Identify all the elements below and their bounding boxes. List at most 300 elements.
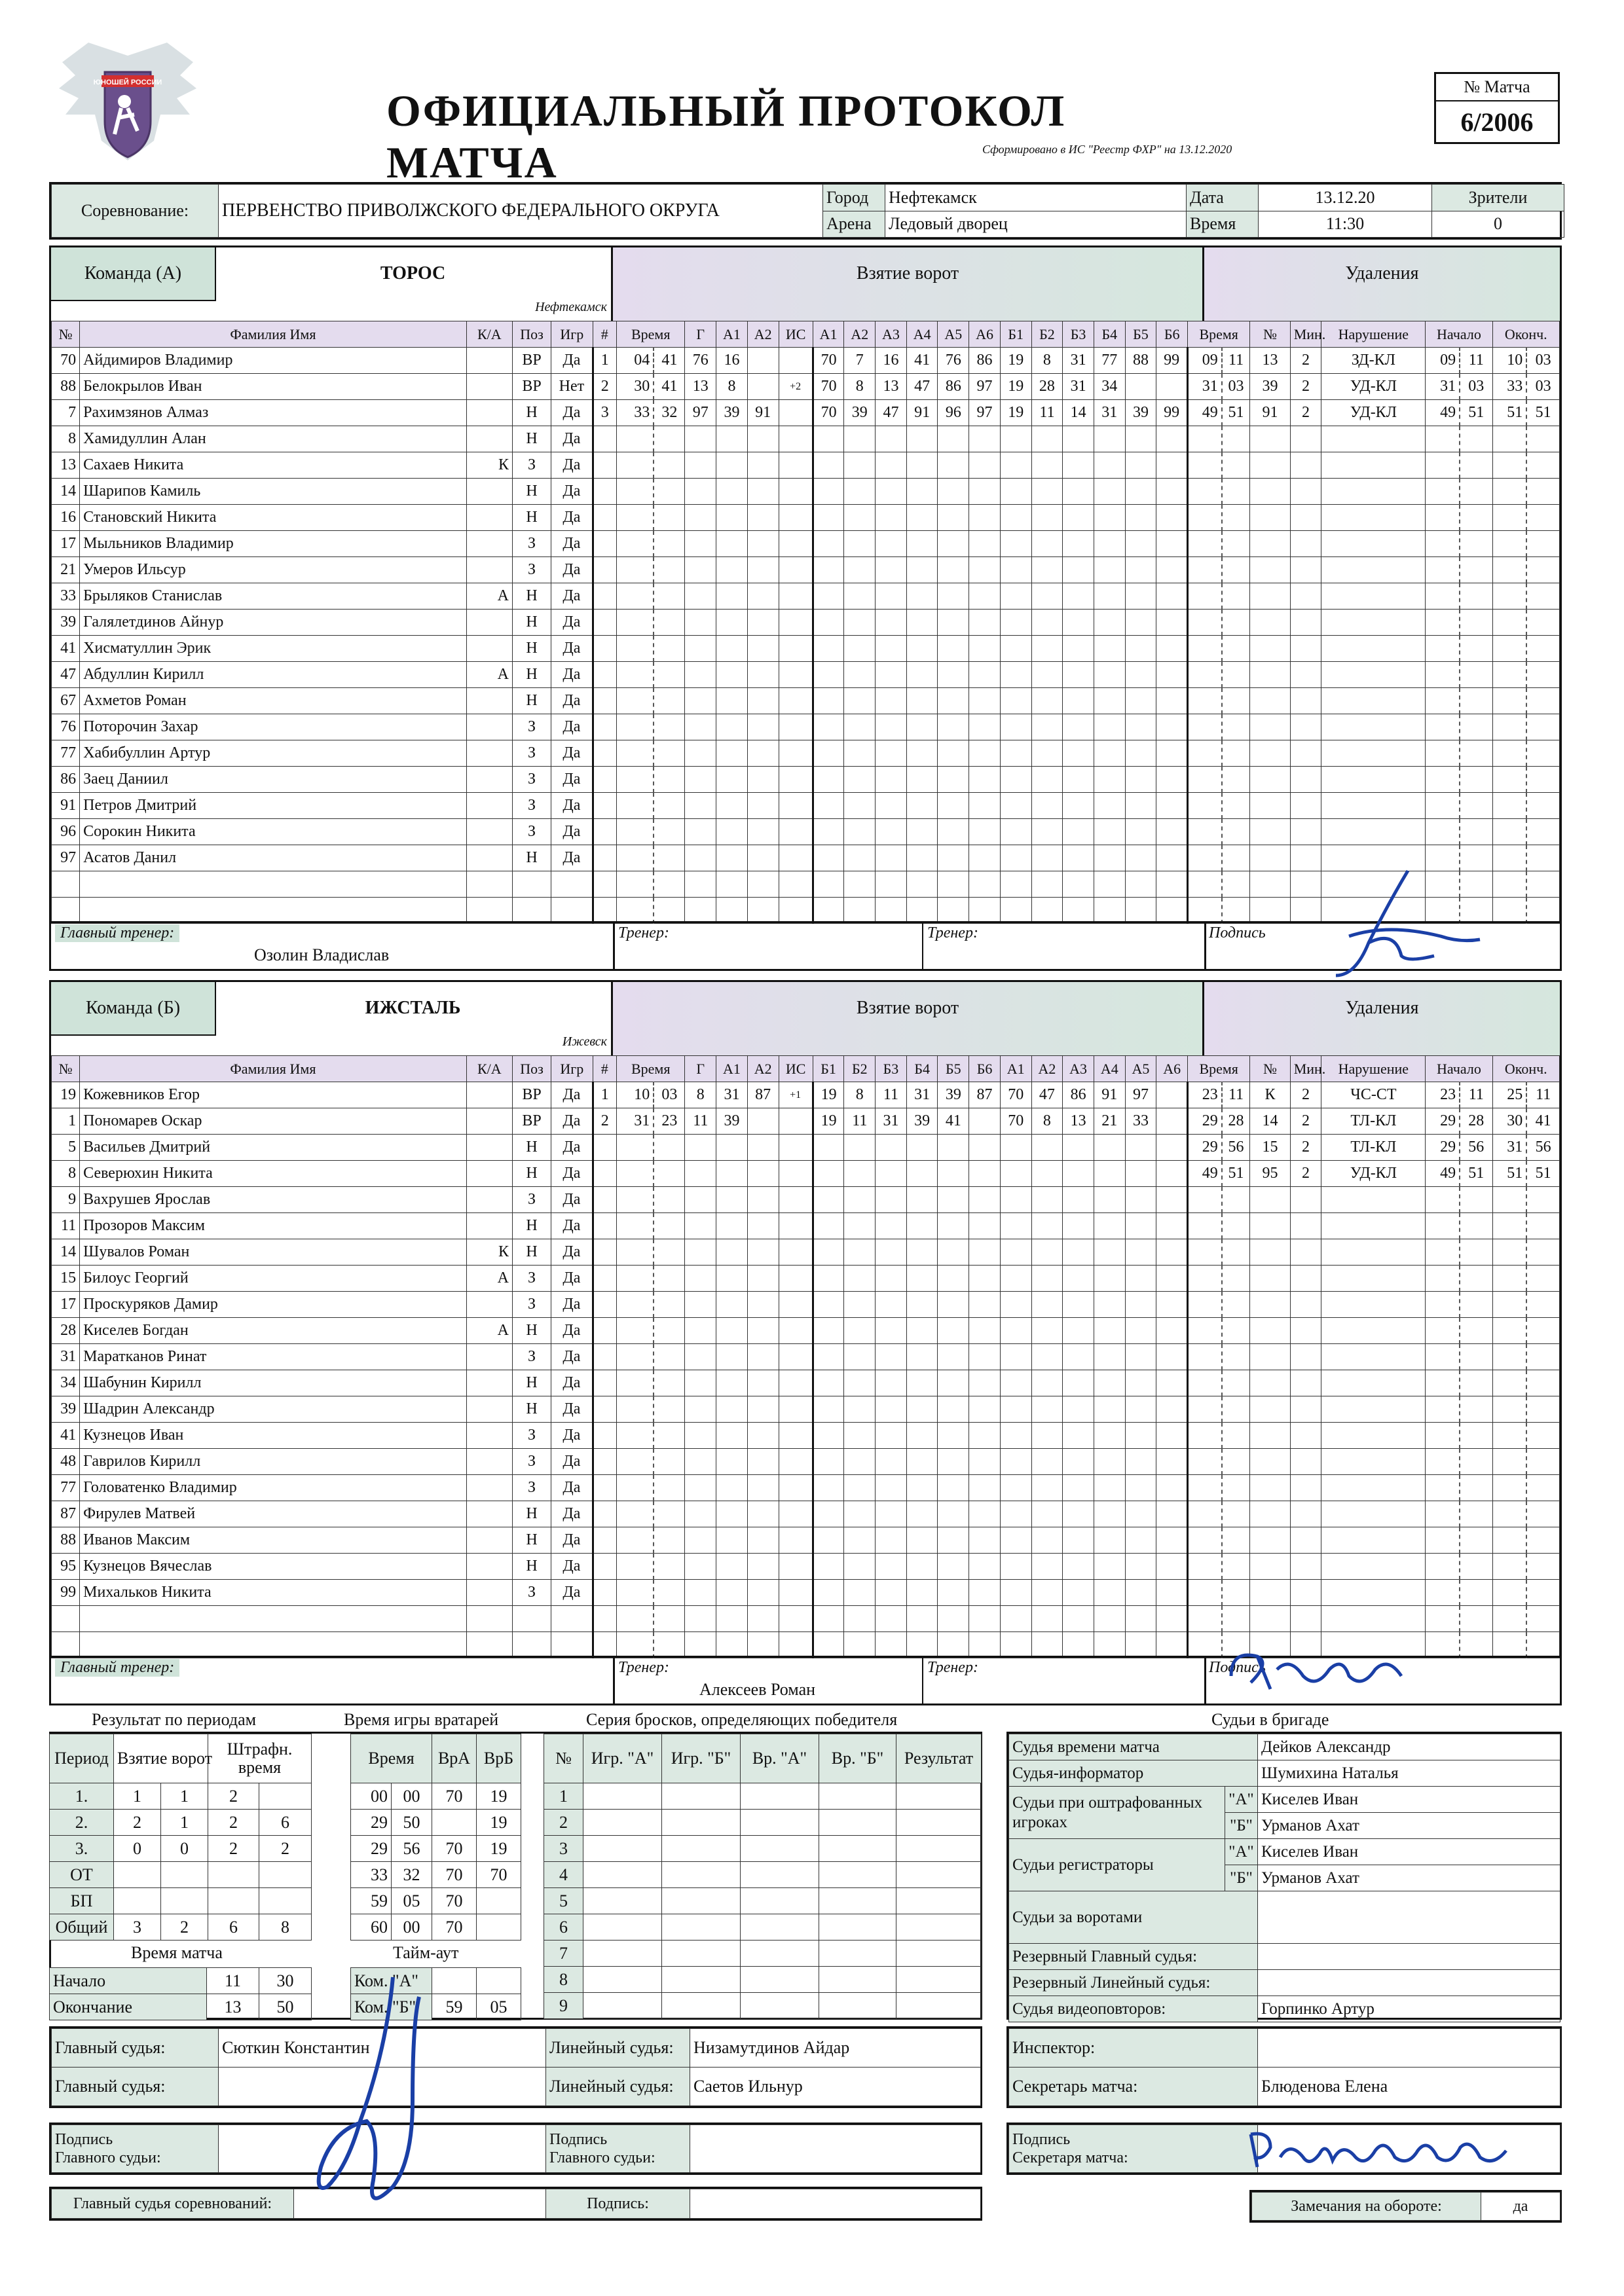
goal-onice <box>906 898 938 924</box>
pen-end-minute: 51 <box>1492 400 1526 426</box>
player-position <box>513 1632 551 1658</box>
goalie-a: 70 <box>432 1862 477 1888</box>
goal-oppice <box>1125 662 1156 688</box>
goal-assist-2 <box>747 531 779 557</box>
goal-oppice <box>1063 1187 1094 1213</box>
goal-oppice <box>1000 871 1031 898</box>
goal-oppice <box>1125 767 1156 793</box>
player-captain <box>466 1108 512 1135</box>
pen-minute: 09 <box>1187 348 1221 374</box>
goal-onice <box>876 740 907 767</box>
player-captain <box>466 1370 512 1396</box>
col-pen-start: Начало <box>1426 321 1492 348</box>
goal-onice <box>906 1135 938 1161</box>
shootout-number: 1 <box>544 1783 583 1810</box>
goalie-b: 19 <box>477 1783 521 1810</box>
pen-start-minute: 31 <box>1426 374 1460 400</box>
pen-minute: 23 <box>1187 1082 1221 1108</box>
goal-onice <box>938 1318 969 1344</box>
col-assist-2: А2 <box>747 321 779 348</box>
period-row <box>50 1914 312 1941</box>
goal-assist-1 <box>716 793 748 819</box>
pen-start-second: 11 <box>1460 1082 1492 1108</box>
goal-assist-1 <box>716 636 748 662</box>
player-row <box>52 1213 1560 1239</box>
period-penalty-b <box>259 1862 312 1888</box>
shootout-result <box>896 1783 982 1810</box>
goal-oppice <box>1156 871 1188 898</box>
pen-end-second <box>1526 793 1559 819</box>
goal-onice <box>938 1475 969 1501</box>
goal-oppice <box>1094 1449 1125 1475</box>
goal-oppice <box>1000 845 1031 871</box>
pen-start-minute <box>1426 1632 1460 1658</box>
pen-start-second <box>1460 452 1492 479</box>
col-played: Игр <box>551 1056 593 1082</box>
goal-oppice: 91 <box>1094 1082 1125 1108</box>
goal-onice <box>876 1475 907 1501</box>
player-captain <box>466 1554 512 1580</box>
goal-onice <box>906 1423 938 1449</box>
period-row <box>50 1888 312 1914</box>
goal-onice <box>906 1632 938 1658</box>
goal-onice <box>969 1266 1001 1292</box>
goal-second <box>654 636 685 662</box>
goal-index <box>593 1266 616 1292</box>
pen-end-minute <box>1492 767 1526 793</box>
goal-onice: 19 <box>813 1082 844 1108</box>
goal-oppice <box>1063 1475 1094 1501</box>
pen-start-second <box>1460 557 1492 583</box>
penalty-judge-a-tag: "А" <box>1225 1787 1258 1813</box>
player-position: З <box>513 740 551 767</box>
pen-end-minute <box>1492 636 1526 662</box>
pen-player <box>1250 1318 1290 1344</box>
grid-header-row <box>52 1056 1560 1082</box>
goal-oppice <box>1125 871 1156 898</box>
shootout-goalie-a <box>741 1836 819 1862</box>
goal-onice <box>876 714 907 740</box>
goal-oppice <box>1094 1213 1125 1239</box>
goal-assist-1 <box>716 1449 748 1475</box>
player-played: Да <box>551 1213 593 1239</box>
goal-oppice <box>1094 1423 1125 1449</box>
goal-index <box>593 1632 616 1658</box>
goal-assist-2 <box>747 374 779 400</box>
pen-minutes <box>1290 1606 1321 1632</box>
goal-assist-2 <box>747 662 779 688</box>
goal-oppice <box>1000 1187 1031 1213</box>
goal-onice <box>844 1161 876 1187</box>
goal-oppice <box>1031 1606 1063 1632</box>
player-number: 39 <box>52 610 80 636</box>
shootout-player-b <box>662 1993 741 2019</box>
goal-onice: 96 <box>938 400 969 426</box>
goal-second <box>654 531 685 557</box>
pen-start-second <box>1460 1580 1492 1606</box>
goalies-table <box>350 1734 521 1941</box>
pen-end-minute <box>1492 531 1526 557</box>
goal-oppice <box>1031 767 1063 793</box>
registrar-b-tag: "Б" <box>1225 1865 1258 1891</box>
goal-onice <box>813 636 844 662</box>
player-captain: К <box>466 452 512 479</box>
goal-oppice <box>1000 1449 1031 1475</box>
team-city: Нефтекамск <box>535 300 607 314</box>
pen-start-minute: 49 <box>1426 400 1460 426</box>
goal-second: 41 <box>654 374 685 400</box>
goal-minute <box>616 610 654 636</box>
penalties-section-title: Удаления <box>1204 982 1560 1055</box>
player-row <box>52 610 1560 636</box>
player-captain: А <box>466 583 512 610</box>
goal-oppice <box>1125 1396 1156 1423</box>
goal-onice <box>844 1266 876 1292</box>
goal-oppice: 70 <box>1000 1108 1031 1135</box>
goal-oppice: 70 <box>1000 1082 1031 1108</box>
pen-second <box>1222 688 1250 714</box>
player-name: Хисматуллин Эрик <box>80 636 466 662</box>
player-played: Да <box>551 1266 593 1292</box>
goal-scorer <box>685 1632 716 1658</box>
goal-situation <box>779 1239 813 1266</box>
goal-assist-1 <box>716 1632 748 1658</box>
player-name: Головатенко Владимир <box>80 1475 466 1501</box>
player-position: З <box>513 1344 551 1370</box>
goal-minute <box>616 583 654 610</box>
player-number <box>52 1606 80 1632</box>
pen-minutes <box>1290 1239 1321 1266</box>
goal-assist-1 <box>716 1161 748 1187</box>
shootout-result <box>896 1888 982 1914</box>
pen-end-minute: 30 <box>1492 1108 1526 1135</box>
player-captain <box>466 819 512 845</box>
player-name: Пономарев Оскар <box>80 1108 466 1135</box>
goal-scorer <box>685 1449 716 1475</box>
goal-oppice <box>1031 636 1063 662</box>
pen-second <box>1222 767 1250 793</box>
goal-onice <box>906 1344 938 1370</box>
goal-minute <box>616 740 654 767</box>
goal-oppice <box>1031 1580 1063 1606</box>
goal-second: 03 <box>654 1082 685 1108</box>
goal-onice <box>938 1292 969 1318</box>
goal-onice <box>813 767 844 793</box>
pen-end-second <box>1526 479 1559 505</box>
goal-onice: 11 <box>844 1108 876 1135</box>
pen-minutes <box>1290 1554 1321 1580</box>
pen-violation <box>1321 479 1426 505</box>
goalie-minute: 60 <box>351 1914 392 1941</box>
pen-second <box>1222 505 1250 531</box>
pen-player <box>1250 452 1290 479</box>
goal-situation <box>779 1318 813 1344</box>
pen-end-second <box>1526 1187 1559 1213</box>
goal-onice <box>876 1501 907 1527</box>
player-position: ВР <box>513 1108 551 1135</box>
goal-oppice <box>1000 531 1031 557</box>
pen-end-minute <box>1492 583 1526 610</box>
goal-oppice <box>1000 610 1031 636</box>
shootout-player-a <box>583 1993 662 2019</box>
period-row <box>50 1783 312 1810</box>
player-captain <box>466 1213 512 1239</box>
pen-end-minute <box>1492 557 1526 583</box>
line-referee-label-1: Линейный судья: <box>546 2029 690 2068</box>
player-number: 87 <box>52 1501 80 1527</box>
goal-situation <box>779 1632 813 1658</box>
goal-oppice <box>1125 1135 1156 1161</box>
pen-start-second <box>1460 1344 1492 1370</box>
pen-start-minute <box>1426 1554 1460 1580</box>
pen-start-minute <box>1426 1449 1460 1475</box>
goal-onice <box>844 636 876 662</box>
goalie-a <box>432 1810 477 1836</box>
coach-name: Алексеев Роман <box>699 1680 816 1699</box>
goal-oppice <box>1094 1606 1125 1632</box>
pen-player <box>1250 1266 1290 1292</box>
goal-onice <box>969 1449 1001 1475</box>
comp-referee-box <box>49 2187 982 2221</box>
goal-onice <box>876 505 907 531</box>
shootout-goalie-a <box>741 1967 819 1993</box>
goal-second <box>654 662 685 688</box>
pen-second <box>1222 1187 1250 1213</box>
player-row <box>52 688 1560 714</box>
goal-onice <box>906 1266 938 1292</box>
goal-onice <box>876 1423 907 1449</box>
goal-oppice <box>1094 1292 1125 1318</box>
goal-oppice <box>1156 374 1188 400</box>
goal-assist-2 <box>747 1580 779 1606</box>
goal-oppice <box>1031 505 1063 531</box>
goal-oppice <box>1094 793 1125 819</box>
pen-second <box>1222 740 1250 767</box>
pen-player <box>1250 1580 1290 1606</box>
pen-end-second <box>1526 1213 1559 1239</box>
goal-oppice <box>1000 452 1031 479</box>
goalies-header-time: Время <box>351 1734 432 1783</box>
goal-onice <box>844 1449 876 1475</box>
registrar-a: Киселев Иван <box>1258 1839 1560 1865</box>
goal-oppice <box>1094 845 1125 871</box>
player-number: 47 <box>52 662 80 688</box>
shootout-number: 2 <box>544 1810 583 1836</box>
col-oppice-1: Б1 <box>1000 321 1031 348</box>
goal-oppice <box>1063 845 1094 871</box>
goal-index <box>593 1370 616 1396</box>
goal-onice <box>844 819 876 845</box>
pen-minutes <box>1290 1423 1321 1449</box>
pen-second <box>1222 1318 1250 1344</box>
goal-onice <box>876 1213 907 1239</box>
goal-scorer <box>685 793 716 819</box>
pen-start-second <box>1460 1266 1492 1292</box>
goal-oppice <box>1063 714 1094 740</box>
goal-oppice: 11 <box>1031 400 1063 426</box>
pen-end-second <box>1526 1475 1559 1501</box>
goal-oppice <box>1094 452 1125 479</box>
player-captain <box>466 374 512 400</box>
player-position: Н <box>513 1213 551 1239</box>
goal-onice <box>906 1292 938 1318</box>
shootout-player-a <box>583 1836 662 1862</box>
shootout-player-a <box>583 1888 662 1914</box>
goal-onice <box>813 740 844 767</box>
pen-minute <box>1187 505 1221 531</box>
match-number-box <box>1434 72 1560 144</box>
pen-violation <box>1321 1501 1426 1527</box>
goal-oppice <box>1156 1292 1188 1318</box>
goal-oppice <box>1031 898 1063 924</box>
goal-index <box>593 531 616 557</box>
player-name: Хамидуллин Алан <box>80 426 466 452</box>
pen-second <box>1222 714 1250 740</box>
goal-oppice <box>1000 1396 1031 1423</box>
player-played: Да <box>551 1449 593 1475</box>
goal-oppice <box>1125 636 1156 662</box>
pen-violation: УД-КЛ <box>1321 374 1426 400</box>
player-captain: А <box>466 1266 512 1292</box>
pen-minutes <box>1290 1396 1321 1423</box>
sig-label-line1: Подпись <box>55 2131 113 2148</box>
timeout-b-minute: 59 <box>432 1994 477 2020</box>
shootout-result <box>896 1967 982 1993</box>
pen-violation <box>1321 1580 1426 1606</box>
pen-violation <box>1321 793 1426 819</box>
goal-oppice <box>1094 426 1125 452</box>
pen-player <box>1250 1554 1290 1580</box>
pen-start-minute <box>1426 610 1460 636</box>
goal-second <box>654 793 685 819</box>
col-oppice-5: Б5 <box>1125 321 1156 348</box>
goal-oppice <box>1000 505 1031 531</box>
pen-end-second <box>1526 662 1559 688</box>
pen-second: 51 <box>1222 400 1250 426</box>
goal-onice <box>969 583 1001 610</box>
player-played: Да <box>551 1554 593 1580</box>
goal-onice <box>844 479 876 505</box>
goal-minute <box>616 426 654 452</box>
goal-oppice: 86 <box>1063 1082 1094 1108</box>
goal-assist-1: 39 <box>716 1108 748 1135</box>
goal-onice <box>906 1527 938 1554</box>
goal-assist-2 <box>747 1449 779 1475</box>
goal-oppice: 99 <box>1156 400 1188 426</box>
goal-onice <box>844 1606 876 1632</box>
goal-onice <box>906 871 938 898</box>
goalie-a: 70 <box>432 1888 477 1914</box>
player-position: Н <box>513 426 551 452</box>
player-played: Да <box>551 1318 593 1344</box>
col-name: Фамилия Имя <box>80 1056 466 1082</box>
shootout-player-b <box>662 1888 741 1914</box>
goal-onice <box>938 819 969 845</box>
goal-oppice <box>1094 1396 1125 1423</box>
goal-oppice <box>1031 819 1063 845</box>
period-penalty-b: 2 <box>259 1836 312 1862</box>
goal-onice <box>969 557 1001 583</box>
goal-assist-2 <box>747 610 779 636</box>
goal-onice: 8 <box>844 1082 876 1108</box>
pen-player <box>1250 610 1290 636</box>
pen-player <box>1250 740 1290 767</box>
player-position: Н <box>513 1135 551 1161</box>
goal-oppice <box>1000 1370 1031 1396</box>
goal-minute <box>616 1266 654 1292</box>
pen-minute: 31 <box>1187 374 1221 400</box>
goal-oppice <box>1125 1475 1156 1501</box>
goal-oppice <box>1063 557 1094 583</box>
period-penalty-a: 2 <box>208 1783 259 1810</box>
pen-minute <box>1187 1187 1221 1213</box>
goal-onice: 47 <box>906 374 938 400</box>
player-captain <box>466 845 512 871</box>
goal-onice <box>938 1213 969 1239</box>
pen-minute: 49 <box>1187 1161 1221 1187</box>
goal-minute <box>616 1527 654 1554</box>
player-position <box>513 898 551 924</box>
goal-oppice: 99 <box>1156 348 1188 374</box>
team-name: ТОРОС <box>380 263 446 283</box>
pen-minute <box>1187 426 1221 452</box>
goal-assist-2 <box>747 1213 779 1239</box>
shootout-goalie-b <box>819 1862 896 1888</box>
pen-minute: 49 <box>1187 400 1221 426</box>
arena-value: Ледовый дворец <box>885 211 1187 238</box>
pen-end-second <box>1526 531 1559 557</box>
goalie-b <box>477 1914 521 1941</box>
player-played: Да <box>551 1187 593 1213</box>
goal-second <box>654 871 685 898</box>
goal-index <box>593 583 616 610</box>
team-side-label: Команда (А) <box>51 247 216 301</box>
goal-situation <box>779 871 813 898</box>
goal-oppice <box>1031 452 1063 479</box>
goal-onice <box>969 1632 1001 1658</box>
goal-onice <box>938 1266 969 1292</box>
goal-onice <box>813 1213 844 1239</box>
goal-scorer <box>685 1606 716 1632</box>
goal-second <box>654 767 685 793</box>
goal-scorer <box>685 871 716 898</box>
goal-oppice <box>1000 1554 1031 1580</box>
goal-assist-2 <box>747 793 779 819</box>
player-number: 8 <box>52 426 80 452</box>
goal-onice <box>813 1606 844 1632</box>
goal-oppice <box>1000 1213 1031 1239</box>
goal-situation <box>779 610 813 636</box>
goal-onice <box>844 1396 876 1423</box>
registrars-label: Судьи регистраторы <box>1009 1839 1225 1891</box>
coach-divider <box>613 1658 615 1704</box>
goal-onice <box>876 1580 907 1606</box>
goal-onice <box>876 845 907 871</box>
player-position: ВР <box>513 348 551 374</box>
goal-onice <box>876 793 907 819</box>
goal-situation <box>779 1396 813 1423</box>
pen-start-minute <box>1426 793 1460 819</box>
period-penalty-a <box>208 1862 259 1888</box>
goal-onice <box>969 688 1001 714</box>
pen-end-minute <box>1492 1370 1526 1396</box>
player-played: Да <box>551 688 593 714</box>
goal-onice <box>844 688 876 714</box>
player-row <box>52 662 1560 688</box>
pen-second <box>1222 871 1250 898</box>
goal-oppice <box>1125 740 1156 767</box>
goal-assist-1 <box>716 610 748 636</box>
